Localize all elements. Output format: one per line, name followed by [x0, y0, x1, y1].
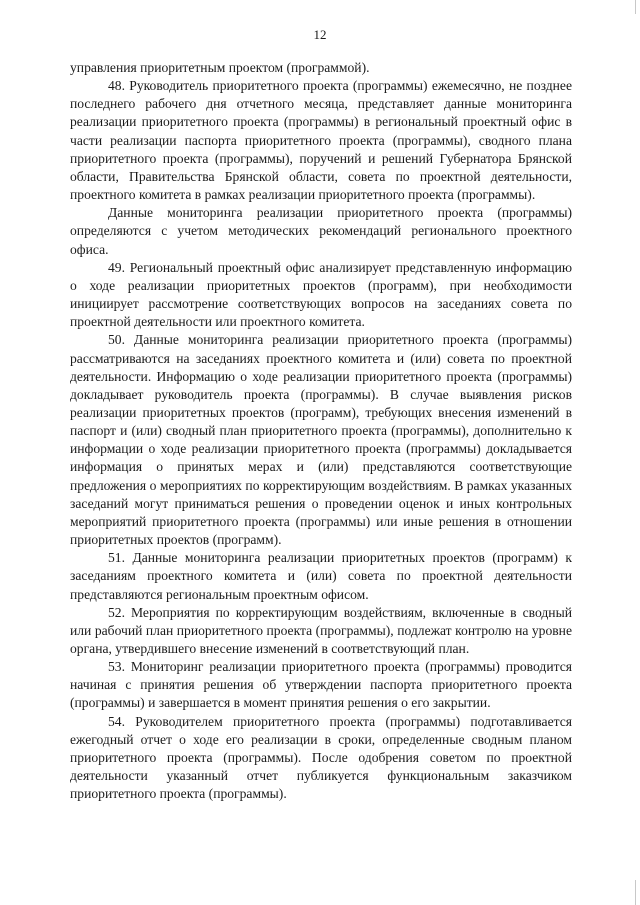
scan-edge-mark-bottom — [635, 880, 636, 905]
paragraph-monitoring-data: Данные мониторинга реализации приоритетного проекта (программы) определяются с учетом методических рекомендаций регионального проектного офиса. — [70, 205, 572, 257]
paragraph-48: 48. Руководитель приоритетного проекта (программы) ежемесячно, не позднее последнего рабочего дня отчетного месяца, представляет данные мониторинга реализации приоритетного проекта (программы) в региональный проектный офис в части реализации паспорта приоритетного проекта (программы), сводного плана приоритетного проекта (программы), поручений и решений Губернатора Брянской области, Правительства Брянской области, совета по проектной деятельности, проектного комитета в рамках реализации приоритетного проекта (программы). — [70, 78, 572, 203]
paragraph-54: 54. Руководителем приоритетного проекта (программы) подготавливается ежегодный отчет о ходе его реализации в сроки, определенные сводным планом приоритетного проекта (программы). После одобрения советом по проектной деятельности указанный отчет публикуется функциональным заказчиком приоритетного проекта (программы). — [70, 713, 572, 802]
paragraph-continuation: управления приоритетным проектом (программой). — [70, 60, 370, 75]
paragraph-50: 50. Данные мониторинга реализации приоритетного проекта (программы) рассматриваются на заседаниях проектного комитета и (или) совета по проектной деятельности. Информацию о ходе реализации приоритетного проекта (программы) докладывает руководитель проекта (программы). В случае выявления рисков реализации приоритетных проектов (программ), требующих внесения изменений в паспорт и (или) сводный план приоритетного проекта (программы), дополнительно к информации о ходе реализации приоритетного проекта (программы) докладывается информация о принятых мерах и (или) представляются соответствующие предложения о мероприятиях по корректирующим воздействиям. В рамках указанных заседаний могут приниматься решения о проведении оценок и иных контрольных мероприятий приоритетного проекта (программы) или иные решения в отношении приоритетных проектов (программ). — [70, 332, 572, 548]
scan-edge-mark-top — [635, 0, 636, 14]
paragraph-53: 53. Мониторинг реализации приоритетного проекта (программы) проводится начиная с принятия решения об утверждении паспорта приоритетного проекта (программы) и завершается в момент принятия решения о его закрытии. — [70, 659, 572, 711]
paragraph-52: 52. Мероприятия по корректирующим воздействиям, включенные в сводный или рабочий план приоритетного проекта (программы), подлежат контролю на уровне органа, утвердившего внесение изменений в соответствующий план. — [70, 604, 572, 656]
page-number: 12 — [313, 27, 327, 42]
document-body — [70, 59, 572, 803]
paragraph-49: 49. Региональный проектный офис анализирует представленную информацию о ходе реализации приоритетных проектов (программ), при необходимости инициирует рассмотрение соответствующих вопросов на заседаниях совета по проектной деятельности или проектного комитета. — [70, 259, 572, 330]
paragraph-51: 51. Данные мониторинга реализации приоритетных проектов (программ) к заседаниям проектного комитета и (или) совета по проектной деятельности представляются региональным проектным офисом. — [70, 550, 572, 602]
